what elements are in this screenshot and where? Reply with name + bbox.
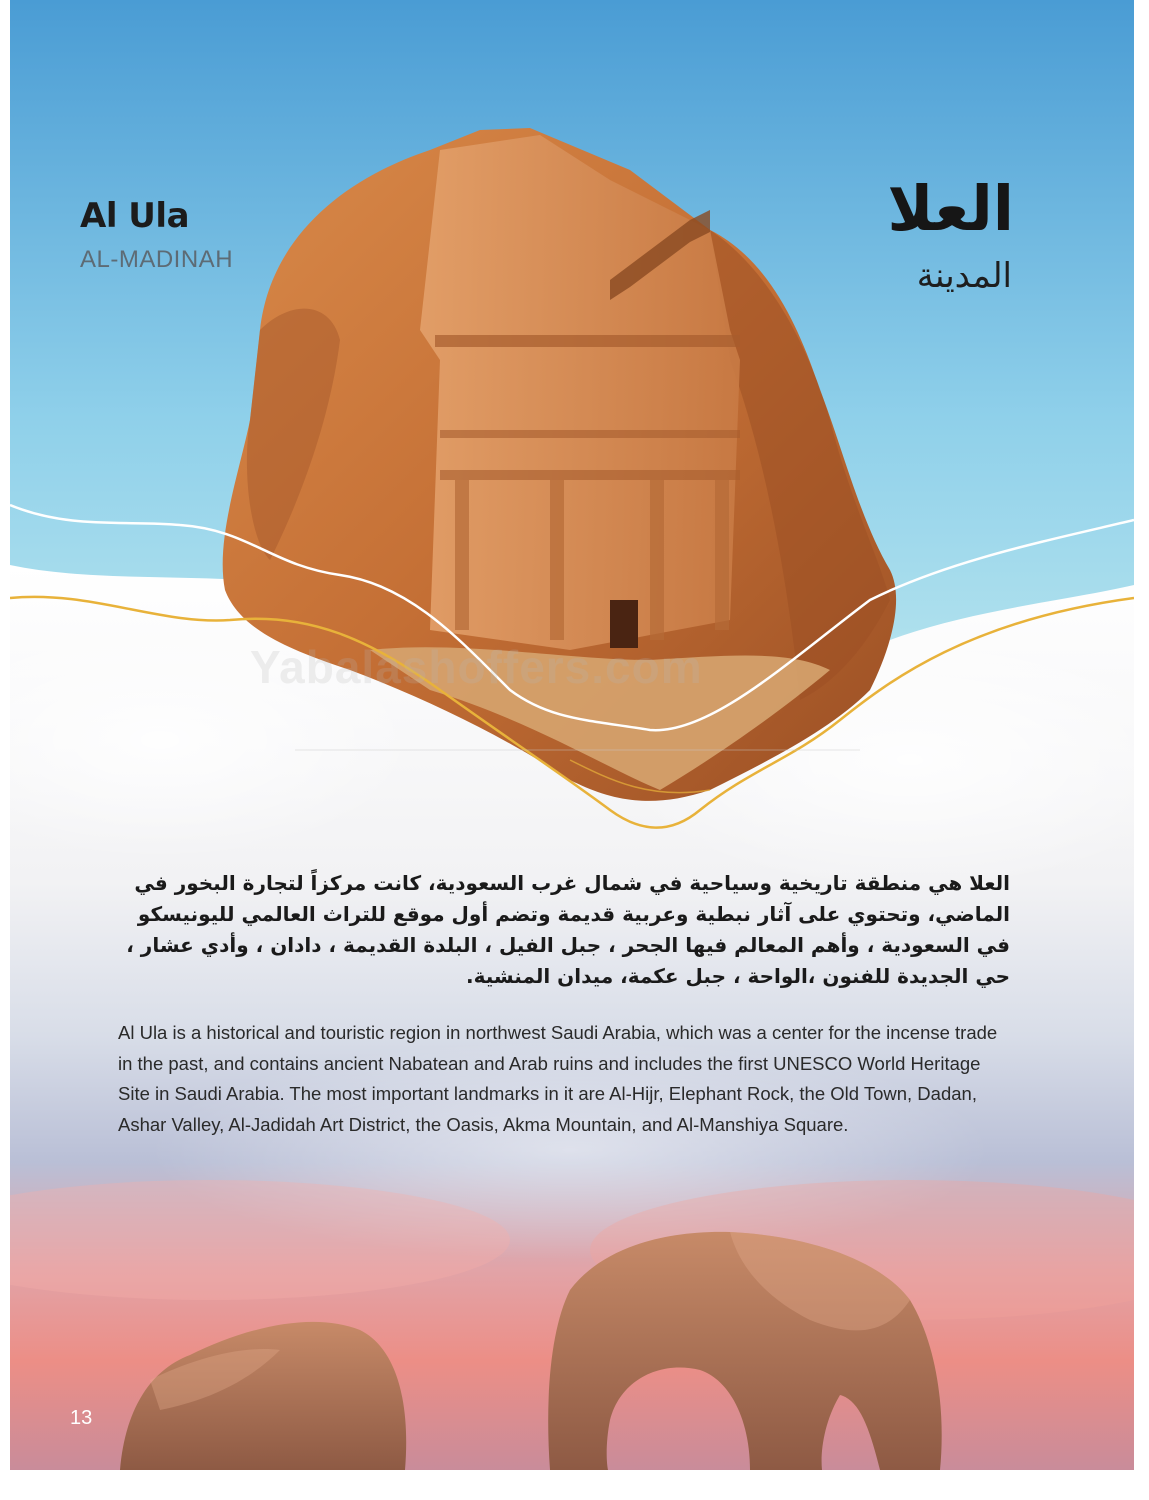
- brochure-page: [10, 0, 1134, 1470]
- page-title-english: Al Ula: [80, 196, 190, 236]
- description-arabic: العلا هي منطقة تاريخية وسياحية في شمال غرب السعودية، كانت مركزاً لتجارة البخور في الماضي، وتحتوي على آثار نبطية وعربية قديمة وتضم أول موقع للتراث العالمي لليونيسكو في السعودية ، وأهم المعالم فيها الجحر ، جبل الفيل ، البلدة القديمة ، دادان ، وأدي عشار ، حي الجديدة للفنون ،الواحة ، جبل عكمة، ميدان المنشية.: [126, 871, 1010, 988]
- page-number: 13: [70, 1407, 93, 1429]
- description-english: Al Ula is a historical and touristic region in northwest Saudi Arabia, which was a center for the incense trade in the past, and contains ancient Nabatean and Arab ruins and includes the first UNESCO World Heritage Site in Saudi Arabia. The most important landmarks in it are Al-Hijr, Elephant Rock, the Old Town, Dadan, Ashar Valley, Al-Jadidah Art District, the Oasis, Akma Mountain, and Al-Manshiya Square.: [118, 1022, 998, 1135]
- watermark: Yabalashoffers.com: [250, 641, 703, 693]
- page-subtitle-english: AL-MADINAH: [80, 246, 234, 273]
- page-title-arabic: العلا: [887, 172, 1014, 245]
- page-subtitle-arabic: المدينة: [916, 256, 1012, 296]
